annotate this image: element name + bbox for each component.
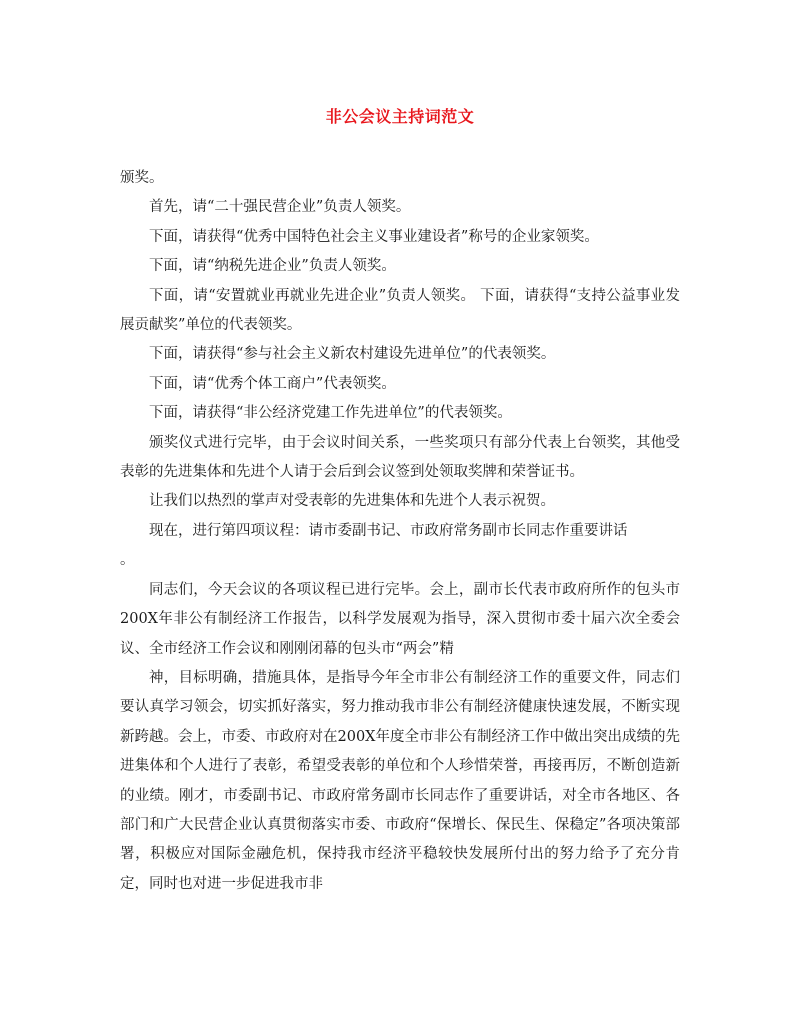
paragraph: 颁奖仪式进行完毕，由于会议时间关系，一些奖项只有部分代表上台领奖，其他受表彰的先进集体和先进个人请于会后到会议签到处领取奖牌和荣誉证书。 — [120, 434, 680, 481]
paragraph: 下面，请“优秀个体工商户”代表领奖。 — [149, 375, 396, 392]
document-body — [120, 164, 680, 899]
paragraph: 让我们以热烈的掌声对受表彰的先进集体和先进个人表示祝贺。 — [149, 493, 555, 510]
paragraph: 首先，请“二十强民营企业”负责人领奖。 — [149, 199, 411, 216]
paragraph: 。 — [120, 552, 135, 569]
paragraph: 下面，请获得“参与社会主义新农村建设先进单位”的代表领奖。 — [149, 346, 556, 363]
document-title: 非公会议主持词范文 — [325, 107, 475, 126]
paragraph: 神，目标明确，措施具体，是指导今年全市非公有制经济工作的重要文件，同志们要认真学习领会，切实抓好落实，努力推动我市非公有制经济健康快速发展，不断实现新跨越。会上，市委、市政府对在200X年度全市非公有制经济工作中做出突出成绩的先进集体和个人进行了表彰，希望受表彰的单位和个人珍惜荣誉，再接再厉，不断创造新的业绩。刚才，市委副书记、市政府常务副市长同志作了重要讲话，对全市各地区、各部门和广大民营企业认真贯彻落实市委、市政府“保增长、保民生、保稳定”各项决策部署，积极应对国际金融危机，保持我市经济平稳较快发展所付出的努力给予了充分肯定，同时也对进一步促进我市非 — [120, 669, 680, 892]
paragraph: 现在，进行第四项议程：请市委副书记、市政府常务副市长同志作重要讲话 — [149, 522, 628, 539]
paragraph: 下面，请获得“优秀中国特色社会主义事业建设者”称号的企业家领奖。 — [149, 228, 599, 245]
paragraph: 颁奖。 — [120, 170, 164, 186]
paragraph: 同志们，今天会议的各项议程已进行完毕。会上，副市长代表市政府所作的包头市200X年非公有制经济工作报告，以科学发展观为指导，深入贯彻市委十届六次全委会议、全市经济工作会议和刚刚闭幕的包头市“两会”精 — [120, 581, 680, 657]
paragraph: 下面，请“纳税先进企业”负责人领奖。 — [149, 258, 396, 275]
paragraph: 下面，请获得“非公经济党建工作先进单位”的代表领奖。 — [149, 405, 512, 422]
paragraph: 下面，请“安置就业再就业先进企业”负责人领奖。 下面，请获得“支持公益事业发展贡献奖”单位的代表领奖。 — [120, 287, 680, 334]
